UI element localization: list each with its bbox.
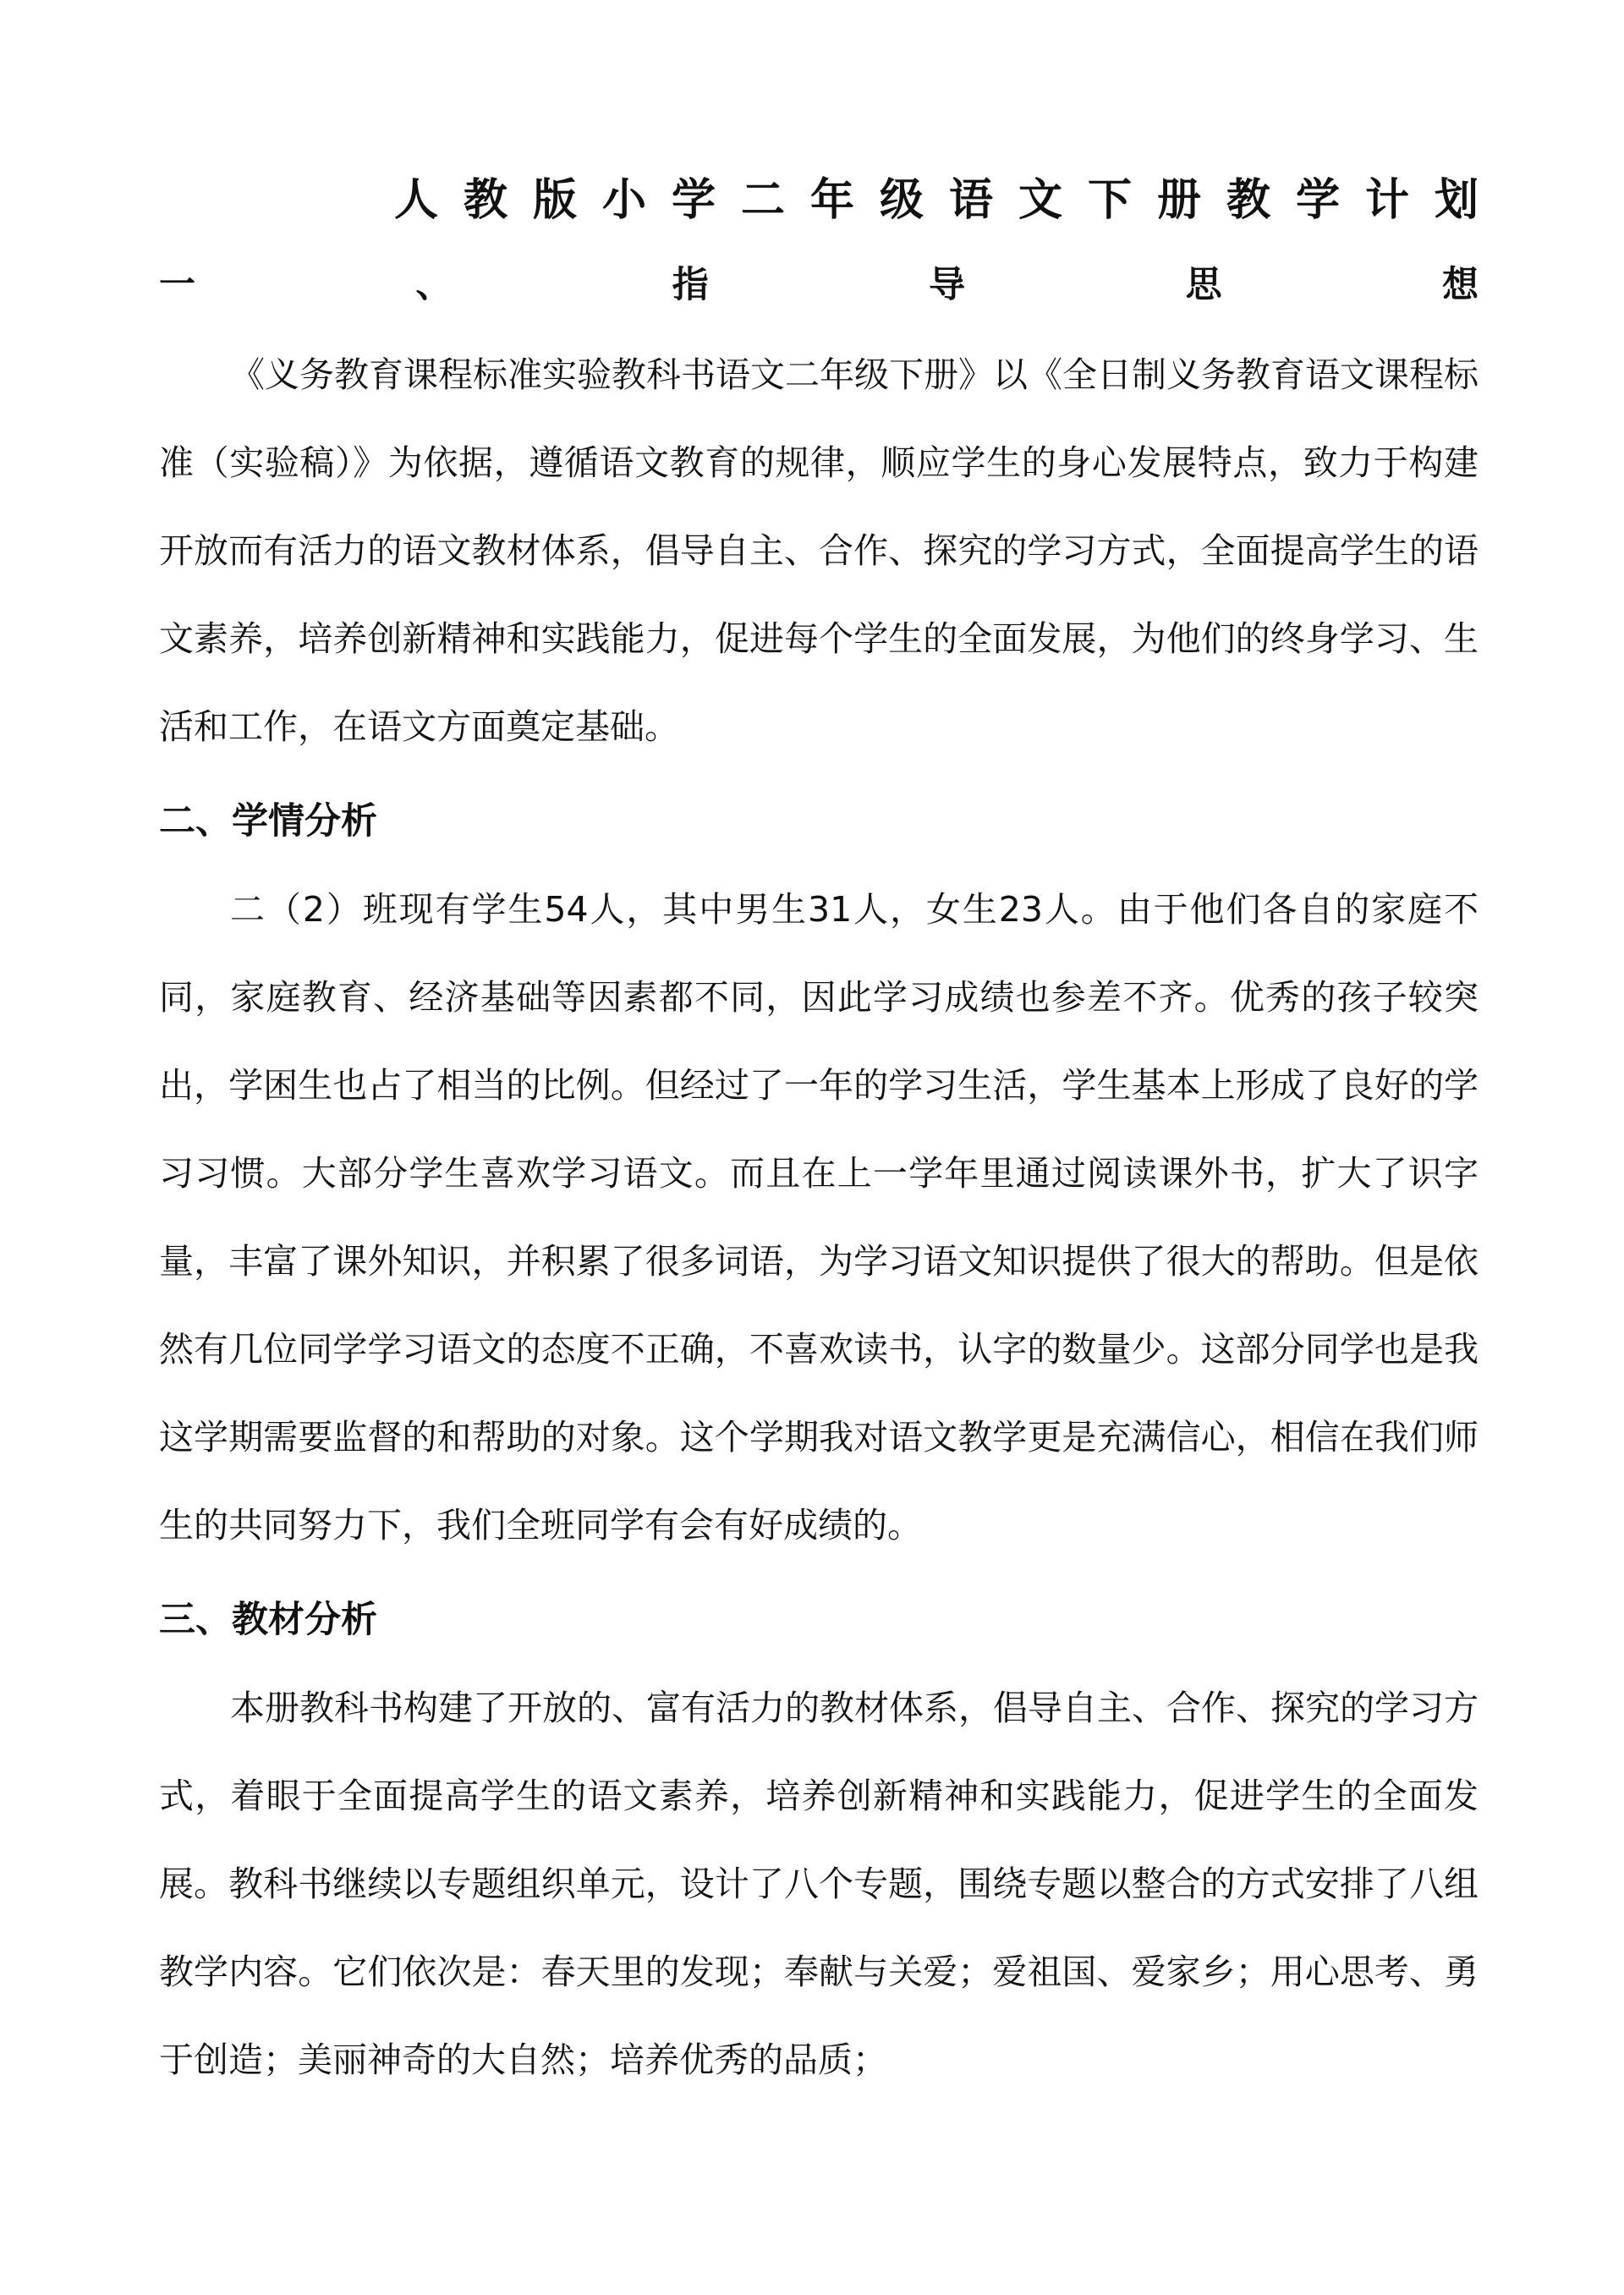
- heading-char: 想: [1441, 264, 1479, 306]
- section-heading-guiding-ideology: [159, 244, 1479, 326]
- section-heading-textbook-analysis: 三、教材分析: [159, 1599, 377, 1641]
- document-page: [159, 156, 1504, 2111]
- heading-char: 指: [672, 264, 709, 306]
- paragraph-student-analysis: 二（2）班现有学生54人，其中男生31人，女生23人。由于他们各自的家庭不同，家庭教育、经济基础等因素都不同，因此学习成绩也参差不齐。优秀的孩子较突出，学困生也占了相当的比例。但经过了一年的学习生活，学生基本上形成了良好的学习习惯。大部分学生喜欢学习语文。而且在上一学年里通过阅读课外书，扩大了识字量，丰富了课外知识，并积累了很多词语，为学习语文知识提供了很大的帮助。但是依然有几位同学学习语文的态度不正确，不喜欢读书，认字的数量少。这部分同学也是我这学期需要监督的和帮助的对象。这个学期我对语文教学更是充满信心，相信在我们师生的共同努力下，我们全班同学有会有好成绩的。: [159, 889, 1479, 1546]
- heading-char: 思: [1185, 264, 1222, 306]
- heading-char: 一: [159, 264, 195, 306]
- heading-char: 导: [929, 264, 966, 306]
- paragraph-guiding-ideology: 《义务教育课程标准实验教科书语文二年级下册》以《全日制义务教育语文课程标准（实验稿）》为依据，遵循语文教育的规律，顺应学生的身心发展特点，致力于构建开放而有活力的语文教材体系，倡导自主、合作、探究的学习方式，全面提高学生的语文素养，培养创新精神和实践能力，促进每个学生的全面发展，为他们的终身学习、生活和工作，在语文方面奠定基础。: [159, 354, 1479, 747]
- paragraph-textbook-analysis: 本册教科书构建了开放的、富有活力的教材体系，倡导自主、合作、探究的学习方式，着眼于全面提高学生的语文素养，培养创新精神和实践能力，促进学生的全面发展。教科书继续以专题组织单元，设计了八个专题，围绕专题以整合的方式安排了八组教学内容。它们依次是：春天里的发现；奉献与关爱；爱祖国、爱家乡；用心思考、勇于创造；美丽神奇的大自然；培养优秀的品质；: [159, 1688, 1479, 2080]
- heading-char: 、: [415, 264, 453, 306]
- document-title: 人教版小学二年级语文下册教学计划: [393, 175, 1504, 226]
- section-heading-student-analysis: 二、学情分析: [159, 800, 377, 843]
